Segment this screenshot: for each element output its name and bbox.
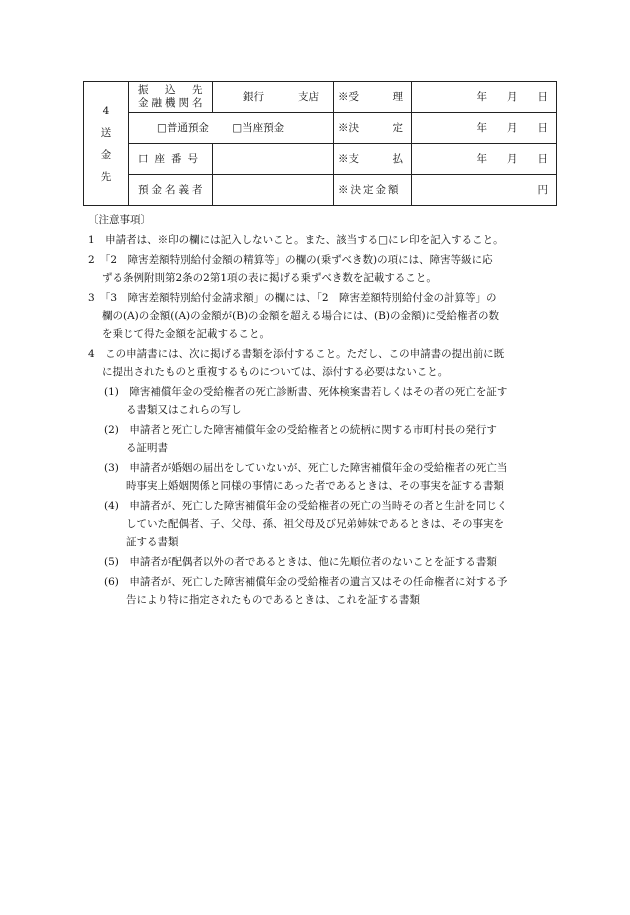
yen-unit: 円 <box>537 183 548 196</box>
note-3-line-3: を乗じて得た金額を記載すること。 <box>102 328 270 340</box>
section-number: 4 <box>102 104 110 117</box>
note-4-3-line-2: 時事実上婚姻関係と同様の事情にあった者であるときは、その事実を証する書類 <box>126 480 504 492</box>
note-3-line-1: 3 「3 障害差額特別給付金請求額」の欄には、「2 障害差額特別給付金の計算等」の <box>88 292 497 304</box>
decided-amount-label: ※決定金額 <box>334 175 412 206</box>
note-4-1-line-1: (1) 障害補償年金の受給権者の死亡診断書、死体検案書若しくはその者の死亡を証す <box>104 386 508 398</box>
account-number-label: 口座番号 <box>129 144 213 175</box>
section-char-3: 先 <box>100 170 112 183</box>
form-row-account-type <box>84 113 557 144</box>
form-row-account-number <box>84 144 557 175</box>
received-label: ※受 理 <box>334 82 412 113</box>
note-2-line-1: 2 「2 障害差額特別給付金額の精算等」の欄の(乗ずべき数)の項には、障害等級に応 <box>88 254 493 266</box>
section-char-2: 金 <box>100 148 112 161</box>
decided-amount-field[interactable] <box>412 175 557 206</box>
notes-heading: 〔注意事項〕 <box>88 214 151 226</box>
payment-date-field[interactable]: 年 月 日 <box>412 144 557 175</box>
current-deposit-checkbox[interactable]: □当座預金 <box>232 121 285 134</box>
note-4-6-line-2: 告により特に指定されたものであるときは、これを証する書類 <box>126 594 420 606</box>
section-char-1: 送 <box>100 126 112 139</box>
account-holder-label: 預金名義者 <box>129 175 213 206</box>
bank-suffix: 銀行 <box>243 90 264 103</box>
note-2-line-2: ずる条例附則第2条の2第1項の表に掲げる乗ずべき数を記載すること。 <box>102 272 437 284</box>
payment-label: ※支 払 <box>334 144 412 175</box>
received-date-field[interactable]: 年 月 日 <box>412 82 557 113</box>
account-holder-field[interactable] <box>213 175 334 206</box>
bank-name-label: 振 込 先 金融機関名 <box>129 82 213 113</box>
note-4-4-line-3: 証する書類 <box>126 536 179 548</box>
note-4-3-line-1: (3) 申請者が婚姻の届出をしていないが、死亡した障害補償年金の受給権者の死亡当 <box>104 462 508 474</box>
bank-name-field[interactable] <box>213 82 334 113</box>
note-4-5: (5) 申請者が配偶者以外の者であるときは、他に先順位者のないことを証する書類 <box>104 556 497 568</box>
account-type-options <box>129 113 334 144</box>
ordinary-deposit-checkbox[interactable]: □普通預金 <box>157 121 209 134</box>
note-4-4-line-2: していた配偶者、子、父母、孫、祖父母及び兄弟姉妹であるときは、その事実を <box>126 518 504 530</box>
note-4-2-line-1: (2) 申請者と死亡した障害補償年金の受給権者との続柄に関する市町村長の発行す <box>104 424 497 436</box>
note-4-line-1: 4 この申請書には、次に掲げる書類を添付すること。ただし、この申請書の提出前に既 <box>88 348 505 360</box>
note-1: 1 申請者は、※印の欄には記入しないこと。また、該当する□にレ印を記入すること。 <box>88 234 504 246</box>
note-4-1-line-2: る書類又はこれらの写し <box>126 404 242 416</box>
note-4-6-line-1: (6) 申請者が、死亡した障害補償年金の受給権者の遺言又はその任命権者に対する予 <box>104 576 508 588</box>
branch-suffix: 支店 <box>298 90 319 103</box>
form-row-bank <box>84 82 557 113</box>
section-4-remittance <box>84 82 129 206</box>
decided-date-field[interactable]: 年 月 日 <box>412 113 557 144</box>
note-4-4-line-1: (4) 申請者が、死亡した障害補償年金の受給権者の死亡の当時その者と生計を同じく <box>104 500 508 512</box>
account-number-field[interactable] <box>213 144 334 175</box>
note-4-2-line-2: る証明書 <box>126 442 168 454</box>
decided-label: ※決 定 <box>334 113 412 144</box>
remittance-destination-table <box>83 81 557 206</box>
form-row-account-holder <box>84 175 557 206</box>
note-4-line-2: に提出されたものと重複するものについては、添付する必要はないこと。 <box>102 366 449 378</box>
note-3-line-2: 欄の(A)の金額((A)の金額が(B)の金額を超える場合には、(B)の金額)に受給権者の数 <box>102 310 500 322</box>
